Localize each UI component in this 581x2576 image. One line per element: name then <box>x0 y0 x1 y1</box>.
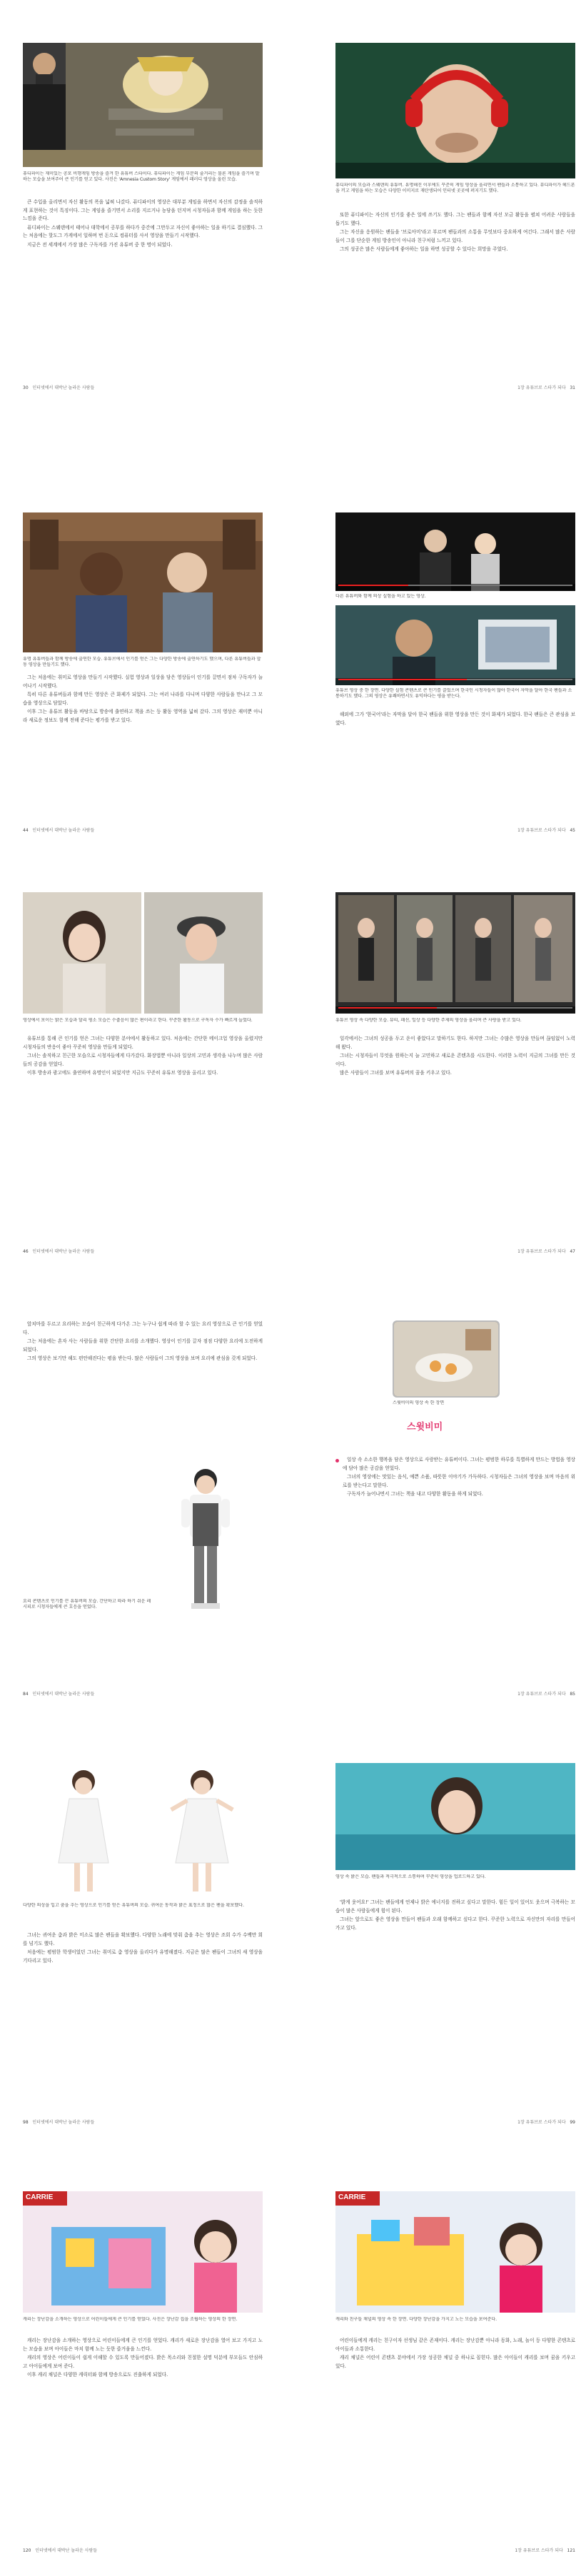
progress-bar[interactable] <box>338 679 572 680</box>
page-number: 98 <box>23 2120 29 2125</box>
paragraph: 그는 자신을 응원하는 팬들을 '브로아미'라고 부르며 팬들과의 소통을 무엇보다 중요하게 여긴다. 그래서 많은 사람들이 그를 단순한 게임 방송인이 아니라 친구처럼 느끼고 있다. <box>335 229 575 243</box>
page-number: 30 <box>23 385 29 390</box>
photo-caption <box>335 183 575 200</box>
portrait-graphic <box>144 892 263 1014</box>
amnesia-artwork-graphic <box>23 43 263 167</box>
paragraph: 캐리는 장난감을 소개하는 영상으로 어린이들에게 큰 인기를 얻었다. 캐리가 새로운 장난감을 열어 보고 가지고 노는 모습을 보며 아이들은 마치 함께 노는 듯한 즐거움을 느낀다. <box>23 2338 263 2352</box>
progress-bar[interactable] <box>338 585 572 586</box>
paragraph: 그는 처음에는 취미로 영상을 만들기 시작했다. 실험 영상과 일상을 담은 영상들이 인기를 끌면서 점차 구독자가 늘어나기 시작했다. <box>23 675 263 689</box>
progress-bar[interactable] <box>338 1007 572 1009</box>
page-folio <box>517 1690 575 1697</box>
video-still-2 <box>335 605 575 685</box>
cook-portrait-photo <box>163 1463 248 1620</box>
portrait-photo-2 <box>144 892 263 1014</box>
paragraph: 지금은 전 세계에서 가장 많은 구독자를 가진 유튜버 중 한 명이 되었다. <box>27 241 173 248</box>
spread-1 <box>0 43 581 400</box>
portrait-photo-1 <box>23 892 141 1014</box>
photo-caption <box>23 657 263 670</box>
bullet-dot <box>335 1459 339 1463</box>
paragraph: 특히 다른 유튜버들과 함께 만든 영상은 큰 화제가 되었다. 그는 여러 나라를 다니며 다양한 사람들을 만나고 그 모습을 영상으로 담았다. <box>23 692 263 706</box>
running-head: 1장 유튜브로 스타가 되다 <box>515 2548 563 2553</box>
toy-video-photo <box>335 2191 575 2313</box>
video-player-controls[interactable] <box>335 584 575 591</box>
caption-text: 영상 속 밝은 모습. 팬들과 적극적으로 소통하며 꾸준히 영상을 업로드하고 있다. <box>335 1874 486 1879</box>
paragraph: 그녀는 귀여운 춤과 밝은 미소로 많은 팬들을 확보했다. 다양한 노래에 맞춰 춤을 추는 영상은 조회 수가 수백만 회를 넘기도 했다. <box>23 1932 263 1946</box>
body-text <box>23 2337 263 2522</box>
toy-house-graphic <box>23 2191 263 2313</box>
page-number: 46 <box>23 1249 29 1254</box>
caption-text: 퓨디파이는 재미있는 공포 비행게임 방송을 즐겨 한 유튜버 스타이다. 퓨디파이는 게임 부분의 줄거리는 물론 게임을 즐기며 말하는 모습을 보여주어 큰 인기를 얻고 있다. 사진은 'Amnesia Custom Story' 게임에서 패러디 영상을 올린 모습. <box>23 171 260 182</box>
poolside-graphic <box>335 1763 575 1870</box>
caption-text: 퓨디파이의 모습과 스웨덴의 유튜버. 유명해진 이후에도 꾸준히 게임 영상을 올리면서 팬들과 소통하고 있다. 퓨디파이가 헤드폰을 끼고 게임을 하는 모습은 다양한 이미지로 재탄생되어 인터넷 곳곳에 퍼지기도 했다. <box>335 183 575 193</box>
page-folio <box>23 384 94 390</box>
streamer-with-headphones-graphic <box>335 43 575 178</box>
cook-with-apron-graphic <box>163 1463 248 1620</box>
dancer-graphic <box>30 1763 137 1899</box>
page-folio <box>515 2547 575 2553</box>
running-head: 1장 유튜브로 스타가 되다 <box>517 1692 566 1697</box>
photo-caption <box>335 594 575 601</box>
paragraph: 많은 사람들이 그녀를 보며 유튜버의 꿈을 키우고 있다. <box>340 1070 452 1076</box>
page-number: 44 <box>23 828 29 833</box>
dancer-photo-1 <box>30 1763 137 1899</box>
paragraph: '밝게 웃어요!' 그녀는 팬들에게 언제나 밝은 에너지를 전하고 싶다고 말한다. 힘든 일이 있어도 웃으며 극복하는 모습이 많은 사람들에게 힘이 된다. <box>335 1899 575 1914</box>
photo-caption <box>335 2317 575 2330</box>
paragraph: 캐리의 영상은 어린이들이 쉽게 이해할 수 있도록 만들어졌다. 밝은 목소리와 친절한 설명 덕분에 부모들도 안심하고 아이들에게 보여 준다. <box>23 2355 263 2369</box>
paragraph: 그녀의 영상에는 맛있는 음식, 예쁜 소품, 따뜻한 이야기가 가득하다. 시청자들은 그녀의 영상을 보며 마음의 위로를 받는다고 말한다. <box>343 1474 575 1488</box>
dancer-photo-2 <box>148 1763 256 1899</box>
body-text <box>23 1931 263 2074</box>
page-number: 47 <box>570 1249 575 1254</box>
paragraph: 어린이들에게 캐리는 친구이자 선생님 같은 존재이다. 캐리는 장난감뿐 아니라 동화, 노래, 놀이 등 다양한 콘텐츠로 아이들과 소통한다. <box>335 2338 575 2352</box>
spread-5 <box>0 1763 581 2134</box>
photo-caption <box>335 688 575 705</box>
page-folio <box>23 1690 94 1697</box>
photo-caption <box>23 1903 263 1920</box>
running-head: 1장 유튜브로 스타가 되다 <box>517 2120 566 2125</box>
photo-caption <box>23 1018 263 1031</box>
photo-caption <box>335 1018 575 1031</box>
body-text <box>335 211 575 368</box>
running-head: 인터넷에서 대박난 놀라운 사람들 <box>32 2120 95 2125</box>
brand-banner: CARRIE <box>26 2193 54 2201</box>
page-folio <box>23 827 94 833</box>
running-head: 1장 유튜브로 스타가 되다 <box>517 828 566 833</box>
paragraph: 일상 속 소소한 행복을 담은 영상으로 사랑받는 유튜버이다. 그녀는 평범한 하루를 특별하게 만드는 방법을 영상에 담아 많은 공감을 얻었다. <box>343 1457 575 1471</box>
paragraph: 캐리 채널은 어린이 콘텐츠 분야에서 가장 성공한 채널 중 하나로 꼽힌다. 많은 아이들이 캐리를 보며 꿈을 키우고 있다. <box>335 2355 575 2369</box>
body-text <box>23 1320 263 1463</box>
caption-text: 유튜브 영상 속 다양한 모습. 뷰티, 패션, 일상 등 다양한 주제의 영상을 올리며 큰 사랑을 받고 있다. <box>335 1018 522 1023</box>
video-strip-photo <box>335 892 575 1014</box>
paragraph: 퓨디파이는 스웨덴에서 태어나 대학에서 공부를 하다가 중간에 그만두고 자신이 좋아하는 일을 하기로 결심했다. 그는 처음에는 핫도그 가게에서 일하며 번 돈으로 컴퓨터를 사서 영상을 만들기 시작했다. <box>23 224 263 239</box>
paragraph: 구독자가 늘어나면서 그녀는 책을 내고 다양한 활동을 하게 되었다. <box>347 1491 483 1497</box>
collab-photo <box>23 512 263 652</box>
dancer-graphic <box>148 1763 256 1899</box>
game-thumbnail-photo <box>23 43 263 167</box>
running-head: 인터넷에서 대박난 놀라운 사람들 <box>32 1692 95 1697</box>
spread-2 <box>0 471 581 842</box>
paragraph: 이후 그는 유튜브 활동을 바탕으로 방송에 출연하고 책을 쓰는 등 활동 영역을 넓혀 갔다. 그의 영상은 재미뿐 아니라 새로운 정보도 함께 전해 준다는 평가를 받고 있다. <box>23 709 263 723</box>
caption-text: 요리 콘텐츠로 인기를 끈 유튜버의 모습. 간단하고 따라 하기 쉬운 레시피로 시청자들에게 큰 호응을 얻었다. <box>23 1599 151 1610</box>
paragraph: 그는 처음에는 혼자 사는 사람들을 위한 간단한 요리를 소개했다. 영상이 인기를 끌자 점점 다양한 요리에 도전하게 되었다. <box>23 1338 263 1353</box>
video-player-controls[interactable] <box>335 678 575 685</box>
video-still-1 <box>335 512 575 591</box>
body-text <box>335 2337 575 2522</box>
video-strip-graphic <box>335 892 575 1014</box>
paragraph: 일각에서는 그녀의 성공을 두고 운이 좋았다고 말하기도 한다. 하지만 그녀는 수많은 영상을 만들며 끊임없이 노력해 왔다. <box>335 1036 575 1050</box>
cooking-video-graphic <box>394 1322 498 1396</box>
body-text <box>335 711 575 754</box>
page-folio <box>517 384 575 390</box>
caption-text: 유튜브 영상 중 한 장면. 다양한 실험 콘텐츠로 큰 인기를 끌었으며 한국인 시청자들이 많아 한국어 자막을 달아 한국 팬들과 소통하기도 했다. 그의 영상은 유쾌하면서도 유익하다는 평을 받는다. <box>335 688 572 699</box>
body-text <box>23 674 263 795</box>
paragraph: 앞치마를 두르고 요리하는 모습이 친근하게 다가온 그는 누구나 쉽게 따라 할 수 있는 요리 영상으로 큰 인기를 얻었다. <box>23 1321 263 1335</box>
paragraph: 또한 퓨디파이는 자신의 인기를 좋은 일에 쓰기도 했다. 그는 팬들과 함께 자선 모금 활동을 펼쳐 어려운 사람들을 돕기도 했다. <box>335 212 575 226</box>
body-text <box>23 198 263 364</box>
photo-caption <box>393 1400 500 1408</box>
running-head: 인터넷에서 대박난 놀라운 사람들 <box>32 1249 95 1254</box>
spread-3 <box>0 892 581 1263</box>
streamer-photo <box>335 43 575 178</box>
poolside-video-photo <box>335 1763 575 1870</box>
running-head: 인터넷에서 대박난 놀라운 사람들 <box>32 828 95 833</box>
running-head: 1장 유튜브로 스타가 되다 <box>517 1249 566 1254</box>
page-folio <box>23 2118 94 2125</box>
caption-text: 영상에서 보이는 밝은 모습과 달리 평소 모습은 수줍음이 많은 편이라고 한다. 꾸준한 활동으로 구독자 수가 빠르게 늘었다. <box>23 1018 253 1023</box>
spread-6 <box>0 2191 581 2562</box>
paragraph: 이후 캐리 채널은 다양한 캐릭터와 함께 방송으로도 진출하게 되었다. <box>27 2372 168 2378</box>
page-number: 85 <box>570 1692 575 1697</box>
page-number: 120 <box>23 2548 31 2553</box>
portrait-graphic <box>23 892 141 1014</box>
page-number: 31 <box>570 385 575 390</box>
spread-4 <box>0 1320 581 1706</box>
caption-text: 다양한 의상을 입고 춤을 추는 영상으로 인기를 얻은 유튜버의 모습. 귀여운 동작과 밝은 표정으로 많은 팬을 확보했다. <box>23 1903 244 1908</box>
lab-video-graphic <box>335 605 575 685</box>
section-title: 스윗비미 <box>407 1422 443 1433</box>
photo-caption <box>23 1599 151 1616</box>
toy-playset-graphic <box>335 2191 575 2313</box>
page-number: 99 <box>570 2120 575 2125</box>
page-folio <box>23 2547 97 2553</box>
body-text <box>335 1899 575 2077</box>
paragraph: 이후 방송과 광고에도 출연하며 유명인이 되었지만 지금도 꾸준히 유튜브 영상을 올리고 있다. <box>27 1070 218 1076</box>
page-folio <box>517 1248 575 1254</box>
running-head: 1장 유튜브로 스타가 되다 <box>517 385 566 390</box>
cooking-video-photo <box>393 1320 500 1398</box>
page-number: 45 <box>570 828 575 833</box>
body-text <box>343 1456 575 1642</box>
paragraph: 그녀는 솔직하고 친근한 모습으로 시청자들에게 다가갔다. 화장법뿐 아니라 일상의 고민과 생각을 나누며 많은 사람들의 공감을 얻었다. <box>23 1053 263 1067</box>
caption-text: 유명 유튜버들과 함께 방송에 출연한 모습. 유튜브에서 인기를 얻은 그는 다양한 방송에 출연하기도 했으며, 다른 유튜버들과 합동 영상을 만들기도 했다. <box>23 657 261 667</box>
page-folio <box>23 1248 94 1254</box>
caption-text: 스윗비미의 영상 속 한 장면 <box>393 1400 445 1405</box>
body-text <box>335 1035 575 1213</box>
running-head: 인터넷에서 대박난 놀라운 사람들 <box>35 2548 98 2553</box>
photo-caption <box>23 2317 263 2330</box>
page-folio <box>517 827 575 833</box>
two-hosts-graphic <box>23 512 263 652</box>
paragraph: 유튜브를 통해 큰 인기를 얻은 그녀는 다양한 분야에서 활동하고 있다. 처음에는 간단한 메이크업 영상을 올렸지만 시청자들의 반응이 좋아 꾸준히 영상을 만들게 되었다. <box>23 1036 263 1050</box>
paragraph: 큰 수입을 올리면서 자신 활동의 폭을 넓혀 나갔다. 퓨디파이의 영상은 대부분 게임을 하면서 자신의 감정을 솔직하게 표현하는 것이 특징이다. 그는 게임을 즐기면서 소리를 지르거나 농담을 던지며 시청자들과 함께 게임을 하는 듯한 느낌을 준다. <box>23 199 263 222</box>
body-text <box>23 1035 263 1213</box>
toy-video-photo <box>23 2191 263 2313</box>
running-head: 인터넷에서 대박난 놀라운 사람들 <box>32 385 95 390</box>
photo-caption <box>23 171 263 188</box>
brand-banner: CARRIE <box>338 2193 366 2201</box>
caption-text: 캐리와 친구들 채널의 영상 속 한 장면. 다양한 장난감을 가지고 노는 모습을 보여준다. <box>335 2317 497 2322</box>
page-number: 121 <box>567 2548 575 2553</box>
paragraph: 그녀는 앞으로도 좋은 영상을 만들어 팬들과 오래 함께하고 싶다고 한다. 꾸준한 노력으로 자신만의 자리를 만들어 가고 있다. <box>335 1916 575 1931</box>
page-number: 84 <box>23 1692 29 1697</box>
paragraph: 처음에는 평범한 학생이었던 그녀는 취미로 춤 영상을 올리다가 유명해졌다. 지금은 많은 팬들이 그녀의 새 영상을 기다리고 있다. <box>23 1949 263 1964</box>
paragraph: 그녀는 시청자들이 무엇을 원하는지 늘 고민하고 새로운 콘텐츠를 시도한다. 이러한 노력이 지금의 그녀를 만든 것이다. <box>335 1053 575 1067</box>
video-player-controls[interactable] <box>335 1006 575 1014</box>
paragraph: 그의 성공은 많은 사람들에게 좋아하는 일을 하면 성공할 수 있다는 희망을 주었다. <box>340 246 508 253</box>
paragraph: 해외에 그가 '한국어'라는 자막을 달아 한국 팬들을 위한 영상을 만든 것이 화제가 되었다. 한국 팬들은 큰 관심을 보였다. <box>335 712 575 726</box>
caption-text: 캐리는 장난감을 소개하는 영상으로 어린이들에게 큰 인기를 얻었다. 사진은 장난감 집을 조립하는 영상의 한 장면. <box>23 2317 238 2322</box>
photo-caption <box>335 1874 575 1887</box>
page-folio <box>517 2118 575 2125</box>
paragraph: 그의 영상은 보기만 해도 편안해진다는 평을 받는다. 많은 사람들이 그의 영상을 보며 요리에 관심을 갖게 되었다. <box>27 1355 258 1362</box>
costume-video-graphic <box>335 512 575 591</box>
caption-text: 다른 유튜버와 함께 의상 실험을 하고 있는 영상. <box>335 594 426 599</box>
